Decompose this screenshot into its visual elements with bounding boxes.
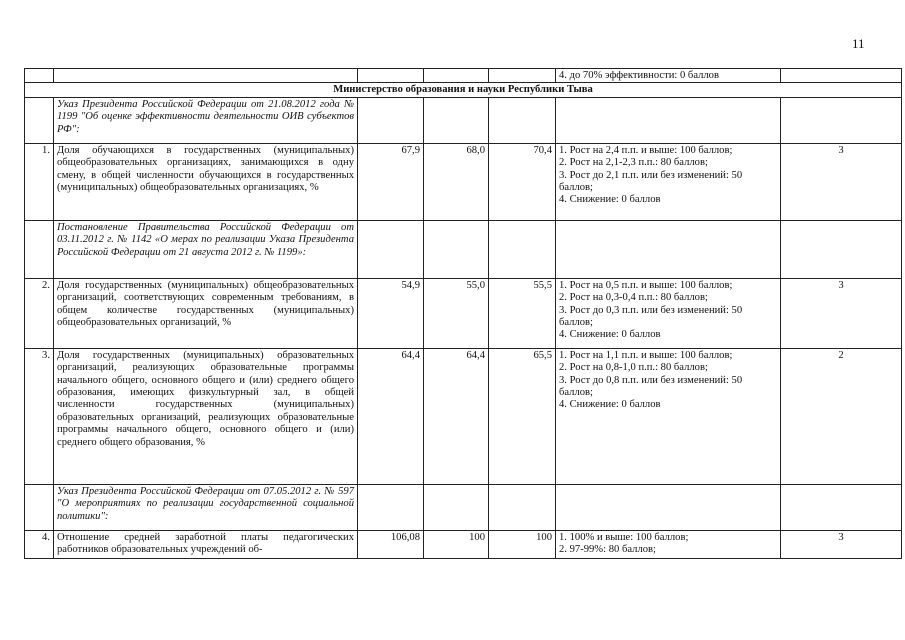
decree-text: Указ Президента Российской Федерации от 21.08.2012 года № 1199 "Об оценке эффективности деятельности ОИВ субъектов РФ":: [54, 97, 358, 143]
decree-text: Постановление Правительства Российской Федерации от 03.11.2012 г. № 1142 «О мерах по реализации Указа Президента Российской Федерации от 21 августа 2012 г. № 1199»:: [54, 220, 358, 278]
criteria-line: 3. Рост до 0,3 п.п. или без изменений: 50 баллов;: [559, 304, 743, 329]
score-cell: 2: [781, 348, 902, 484]
criteria-line: 3. Рост до 2,1 п.п. или без изменений: 50 баллов;: [559, 169, 743, 194]
decree-text: Указ Президента Российской Федерации от 07.05.2012 г. № 597 "О мероприятиях по реализации государственной социальной политики":: [54, 484, 358, 530]
criteria-line: 1. 100% и выше: 100 баллов;: [559, 531, 689, 543]
table-row: [25, 69, 902, 83]
row-number: 1.: [25, 143, 54, 220]
criteria-cell: [556, 348, 781, 484]
value-cell: 65,5: [489, 348, 556, 484]
value-cell: 67,9: [358, 143, 424, 220]
decree-row: [25, 484, 902, 530]
criteria-line: 4. Снижение: 0 баллов: [559, 194, 661, 206]
score-cell: 3: [781, 530, 902, 558]
score-cell: 3: [781, 278, 902, 348]
criteria-cell: [556, 278, 781, 348]
value-cell: 54,9: [358, 278, 424, 348]
indicator-description: Доля государственных (муниципальных) образовательных организаций, реализующих образовательные программы начального общего, основного общего и (или) среднего общего образования, имеющих физкультурный зал, в общей численности государственных (муниципальных) образовательных организаций, реализующих образовательные программы начального общего, основного общего и (или) среднего общего образования, %: [54, 348, 358, 484]
decree-row: [25, 97, 902, 143]
row-number: 4.: [25, 530, 54, 558]
criteria-line: 2. Рост на 2,1-2,3 п.п.: 80 баллов;: [559, 157, 708, 169]
value-cell: 100: [424, 530, 489, 558]
indicators-table: [24, 68, 902, 559]
criteria-line: 3. Рост до 0,8 п.п. или без изменений: 50 баллов;: [559, 374, 743, 399]
value-cell: 70,4: [489, 143, 556, 220]
indicator-description: Доля обучающихся в государственных (муниципальных) общеобразовательных организациях, занимающихся в одну смену, в общей численности обучающихся в государственных (муниципальных) общеобразовательных организациях, %: [54, 143, 358, 220]
value-cell: 55,5: [489, 278, 556, 348]
section-title: Министерство образования и науки Республики Тыва: [25, 83, 902, 97]
table-row: [25, 348, 902, 484]
row-number: 2.: [25, 278, 54, 348]
score-cell: 3: [781, 143, 902, 220]
criteria-line: 1. Рост на 0,5 п.п. и выше: 100 баллов;: [559, 279, 733, 291]
page-number: 11: [852, 36, 865, 51]
section-row: [25, 83, 902, 97]
table-row: [25, 278, 902, 348]
value-cell: 100: [489, 530, 556, 558]
criteria-line: 2. Рост на 0,8-1,0 п.п.: 80 баллов;: [559, 362, 708, 374]
table-row: [25, 143, 902, 220]
value-cell: 55,0: [424, 278, 489, 348]
criteria-cell: [556, 143, 781, 220]
criteria-line: 1. Рост на 2,4 п.п. и выше: 100 баллов;: [559, 144, 733, 156]
criteria-line: 1. Рост на 1,1 п.п. и выше: 100 баллов;: [559, 349, 733, 361]
indicator-description: Отношение средней заработной платы педагогических работников образовательных учреждений об-: [54, 530, 358, 558]
value-cell: 64,4: [358, 348, 424, 484]
criteria-line: 2. 97-99%: 80 баллов;: [559, 544, 656, 556]
row-number: 3.: [25, 348, 54, 484]
indicator-description: Доля государственных (муниципальных) общеобразовательных организаций, соответствующих современным требованиям, в общем количестве государственных (муниципальных) общеобразовательных организаций, %: [54, 278, 358, 348]
value-cell: 64,4: [424, 348, 489, 484]
criteria-line: 4. Снижение: 0 баллов: [559, 329, 661, 341]
criteria-cell: [556, 530, 781, 558]
value-cell: 106,08: [358, 530, 424, 558]
value-cell: 68,0: [424, 143, 489, 220]
criteria-line: 4. Снижение: 0 баллов: [559, 399, 661, 411]
criteria-cell: 4. до 70% эффективности: 0 баллов: [556, 69, 781, 83]
criteria-line: 2. Рост на 0,3-0,4 п.п.: 80 баллов;: [559, 292, 708, 304]
table-row: [25, 530, 902, 558]
decree-row: [25, 220, 902, 278]
